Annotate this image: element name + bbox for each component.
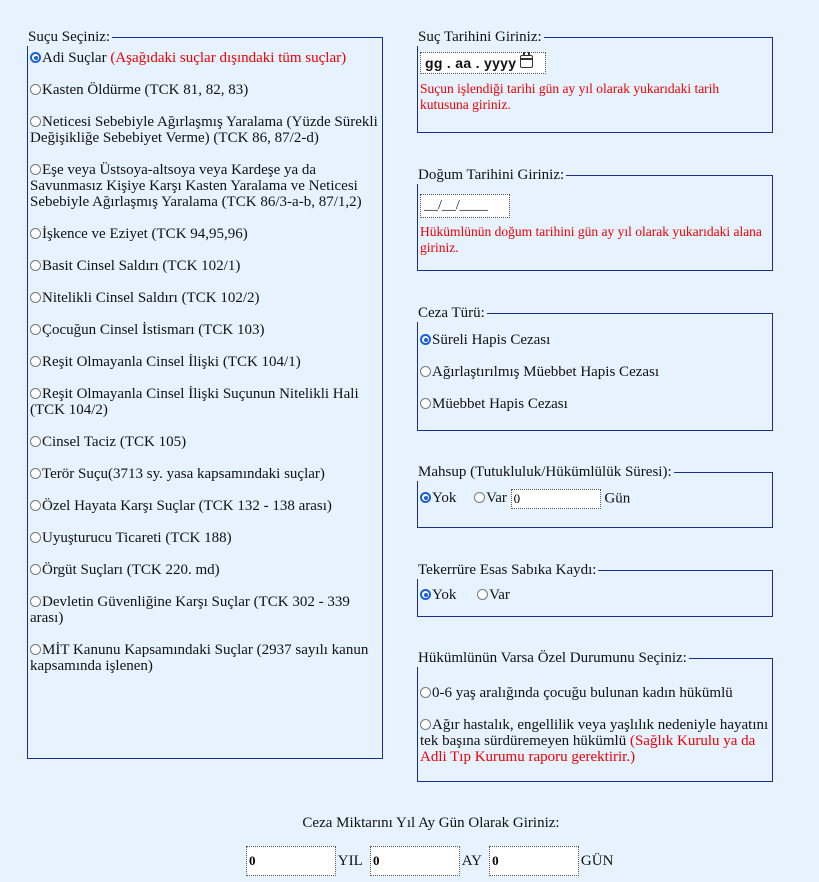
penalty-option-label: Süreli Hapis Cezası xyxy=(432,332,551,348)
crime-radio[interactable] xyxy=(30,356,41,367)
recidivism-legend: Tekerrüre Esas Sabıka Kaydı: xyxy=(418,562,597,578)
penalty-radio[interactable] xyxy=(420,334,431,345)
credit-yes-radio[interactable] xyxy=(474,492,485,503)
crime-option[interactable] xyxy=(30,594,380,626)
special-child-radio[interactable] xyxy=(420,687,431,698)
crime-radio[interactable] xyxy=(30,164,41,175)
crime-list xyxy=(30,46,380,674)
crime-radio[interactable] xyxy=(30,52,41,63)
recidivism-no-option[interactable] xyxy=(420,587,456,603)
crime-radio[interactable] xyxy=(30,500,41,511)
crime-option-label: Cinsel Taciz (TCK 105) xyxy=(42,434,187,450)
sentence-title: Ceza Miktarını Yıl Ay Gün Olarak Giriniz: xyxy=(302,815,560,831)
crime-option[interactable] xyxy=(30,114,380,146)
recidivism-no-radio[interactable] xyxy=(420,589,431,600)
credit-days-unit: Gün xyxy=(604,490,631,507)
crime-option[interactable] xyxy=(30,642,380,674)
crime-option-label: İşkence ve Eziyet (TCK 94,95,96) xyxy=(42,226,248,242)
crime-radio[interactable] xyxy=(30,532,41,543)
credit-legend: Mahsup (Tutukluluk/Hükümlülük Süresi): xyxy=(418,464,672,480)
crime-option-label: Reşit Olmayanla Cinsel İlişki (TCK 104/1) xyxy=(42,354,301,370)
credit-days-input[interactable] xyxy=(511,489,601,509)
crime-date-legend: Suç Tarihini Giriniz: xyxy=(418,29,542,45)
crime-option[interactable] xyxy=(30,498,380,514)
crime-radio[interactable] xyxy=(30,596,41,607)
credit-no-radio[interactable] xyxy=(420,492,431,503)
crime-option-label: Basit Cinsel Saldırı (TCK 102/1) xyxy=(42,258,241,274)
crime-option-label: Nitelikli Cinsel Saldırı (TCK 102/2) xyxy=(42,290,260,306)
crime-radio[interactable] xyxy=(30,468,41,479)
crime-option[interactable] xyxy=(30,162,380,210)
sentence-year-input[interactable] xyxy=(246,846,336,876)
birth-date-input[interactable] xyxy=(420,194,510,218)
credit-no-label: Yok xyxy=(432,490,457,507)
crime-option[interactable] xyxy=(30,82,380,98)
penalty-type-legend: Ceza Türü: xyxy=(418,305,485,321)
crime-option[interactable] xyxy=(30,226,380,242)
sentence-day-unit: GÜN xyxy=(580,853,614,869)
crime-fieldset xyxy=(27,29,383,759)
crime-option[interactable] xyxy=(30,258,380,274)
recidivism-yes-label: Var xyxy=(489,587,510,603)
crime-option-label: Devletin Güvenliğine Karşı Suçlar (TCK 302 - 339 arası) xyxy=(30,594,350,626)
crime-option[interactable] xyxy=(30,466,380,482)
penalty-option[interactable] xyxy=(420,396,770,412)
crime-option-label: Uyuşturucu Ticareti (TCK 188) xyxy=(42,530,232,546)
crime-option-label: Terör Suçu(3713 sy. yasa kapsamındaki suçlar) xyxy=(42,466,325,482)
crime-option-label: MİT Kanunu Kapsamındaki Suçlar (2937 sayılı kanun kapsamında işlenen) xyxy=(30,642,369,674)
crime-option-label: Özel Hayata Karşı Suçlar (TCK 132 - 138 arası) xyxy=(42,498,332,514)
calendar-icon[interactable] xyxy=(520,55,533,68)
crime-radio[interactable] xyxy=(30,644,41,655)
credit-no-option[interactable] xyxy=(420,490,456,506)
recidivism-yes-radio[interactable] xyxy=(477,589,488,600)
crime-radio[interactable] xyxy=(30,324,41,335)
special-illness-label: Ağır hastalık, engellilik veya yaşlılık nedeniyle hayatını tek başına sürdüremeyen hükümlü xyxy=(420,717,769,749)
crime-option[interactable] xyxy=(30,386,380,418)
crime-legend: Suçu Seçiniz: xyxy=(28,29,111,45)
birth-date-fieldset xyxy=(417,167,773,271)
crime-option-label: Kasten Öldürme (TCK 81, 82, 83) xyxy=(42,82,249,98)
birth-date-value: __/__/____ xyxy=(424,198,488,213)
credit-fieldset xyxy=(417,464,773,528)
crime-option-label: Çocuğun Cinsel İstismarı (TCK 103) xyxy=(42,322,265,338)
crime-option-label: Örgüt Suçları (TCK 220. md) xyxy=(42,562,220,578)
special-option-child[interactable] xyxy=(420,685,770,701)
birth-date-legend: Doğum Tarihini Giriniz: xyxy=(418,167,565,183)
penalty-option[interactable] xyxy=(420,364,770,380)
crime-radio[interactable] xyxy=(30,228,41,239)
crime-date-input[interactable] xyxy=(420,52,546,74)
crime-option[interactable] xyxy=(30,354,380,370)
penalty-type-fieldset xyxy=(417,305,773,431)
crime-option-label: Reşit Olmayanla Cinsel İlişki Suçunun Nitelikli Hali (TCK 104/2) xyxy=(30,386,359,418)
birth-date-hint: Hükümlünün doğum tarihini gün ay yıl olarak yukarıdaki alana giriniz. xyxy=(420,224,762,255)
crime-option[interactable] xyxy=(30,290,380,306)
crime-option-label: Neticesi Sebebiyle Ağırlaşmış Yaralama (Yüzde Sürekli Değişikliğe Sebebiyet Verme) (TCK 86, 87/2-d) xyxy=(30,114,378,146)
penalty-option[interactable] xyxy=(420,332,770,348)
crime-option[interactable] xyxy=(30,434,380,450)
crime-date-fieldset xyxy=(417,29,773,133)
sentence-month-unit: AY xyxy=(461,853,482,869)
penalty-option-label: Ağırlaştırılmış Müebbet Hapis Cezası xyxy=(432,364,660,380)
credit-yes-label: Var xyxy=(486,490,507,507)
crime-option-note: (Aşağıdaki suçlar dışındaki tüm suçlar) xyxy=(110,50,347,66)
penalty-radio[interactable] xyxy=(420,366,431,377)
crime-option-label: Adi Suçlar xyxy=(42,50,111,66)
crime-option[interactable] xyxy=(30,562,380,578)
crime-radio[interactable] xyxy=(30,292,41,303)
crime-option-label: Eşe veya Üstsoya-altsoya veya Kardeşe ya da Savunmasız Kişiye Karşı Kasten Yaralama ve Neticesi Sebebiyle Ağırlaşmış Yaralama (TCK 86/3-a-b, 87/1,2) xyxy=(30,162,362,210)
crime-radio[interactable] xyxy=(30,116,41,127)
special-illness-radio[interactable] xyxy=(420,719,431,730)
penalty-option-label: Müebbet Hapis Cezası xyxy=(432,396,568,412)
special-fieldset xyxy=(417,650,773,782)
crime-radio[interactable] xyxy=(30,84,41,95)
special-legend: Hükümlünün Varsa Özel Durumunu Seçiniz: xyxy=(418,650,687,666)
crime-radio[interactable] xyxy=(30,564,41,575)
credit-yes-option[interactable] xyxy=(474,490,507,506)
special-illness-note: (Sağlık Kurulu ya da Adli Tıp Kurumu raporu gerektirir.) xyxy=(420,733,756,765)
crime-option[interactable] xyxy=(30,322,380,338)
special-child-label: 0-6 yaş aralığında çocuğu bulunan kadın hükümlü xyxy=(432,685,733,701)
crime-option[interactable] xyxy=(30,530,380,546)
sentence-day-input[interactable] xyxy=(489,846,579,876)
penalty-list xyxy=(420,322,770,412)
sentence-year-unit: YIL xyxy=(337,853,363,869)
recidivism-fieldset xyxy=(417,562,773,617)
recidivism-no-label: Yok xyxy=(432,587,457,603)
recidivism-yes-option[interactable] xyxy=(477,587,510,603)
crime-option[interactable] xyxy=(30,50,380,66)
crime-date-placeholder: gg . aa . yyyy xyxy=(425,55,517,71)
crime-radio[interactable] xyxy=(30,388,41,399)
crime-radio[interactable] xyxy=(30,260,41,271)
sentence-month-input[interactable] xyxy=(370,846,460,876)
special-option-illness[interactable] xyxy=(420,717,770,765)
penalty-radio[interactable] xyxy=(420,398,431,409)
sentence-row xyxy=(246,846,613,876)
crime-radio[interactable] xyxy=(30,436,41,447)
crime-date-hint: Suçun işlendiği tarihi gün ay yıl olarak yukarıdaki tarih kutusuna giriniz. xyxy=(420,81,720,112)
